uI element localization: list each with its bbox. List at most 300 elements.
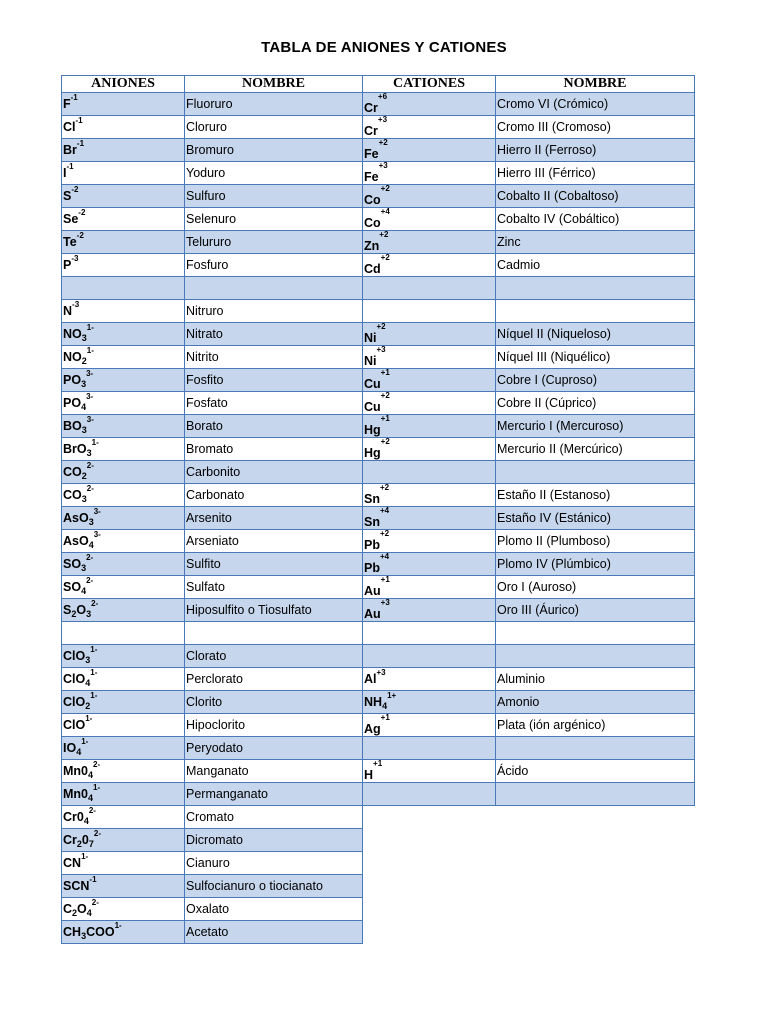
formula-symbol: AsO — [63, 534, 89, 548]
anion-name: Fluoruro — [185, 93, 363, 116]
anion-cell — [62, 277, 185, 300]
cation-cell — [363, 415, 496, 438]
anion-formula — [63, 553, 94, 573]
formula-symbol: CH — [63, 925, 82, 939]
cation-name: Ácido — [496, 760, 695, 783]
formula-subscript: 4 — [81, 402, 87, 412]
formula-charge: +1 — [380, 368, 390, 377]
anion-formula — [63, 139, 85, 157]
cation-cell — [363, 668, 496, 691]
anion-formula — [63, 829, 102, 849]
formula-symbol: Mn0 — [63, 764, 88, 778]
cation-name: Cromo III (Cromoso) — [496, 116, 695, 139]
formula-charge: 3- — [86, 369, 94, 378]
cation-cell — [363, 93, 496, 116]
formula-charge: 1- — [90, 645, 98, 654]
anion-cell — [62, 576, 185, 599]
anion-formula — [63, 875, 97, 893]
table-row — [62, 484, 695, 507]
formula-symbol: ClO — [63, 695, 86, 709]
formula-subscript: 4 — [86, 908, 92, 918]
cation-name: Cobre I (Cuproso) — [496, 369, 695, 392]
formula-charge: 1- — [86, 346, 94, 355]
formula-charge: -2 — [78, 208, 86, 217]
formula-subscript: 3 — [85, 655, 91, 665]
formula-subscript: 2 — [72, 908, 78, 918]
empty-cell — [496, 806, 695, 829]
formula-symbol: Fe — [364, 146, 379, 161]
anion-name: Sulfocianuro o tiocianato — [185, 875, 363, 898]
formula-charge: 1- — [114, 921, 122, 930]
cation-cell — [363, 277, 496, 300]
formula-charge: +2 — [376, 322, 386, 331]
formula-charge: 3- — [86, 415, 94, 424]
anion-name: Clorato — [185, 645, 363, 668]
formula-charge: +6 — [377, 92, 388, 101]
cation-cell — [363, 530, 496, 553]
anion-name: Telururo — [185, 231, 363, 254]
table-row — [62, 691, 695, 714]
formula-subscript: 3 — [81, 333, 87, 343]
table-row — [62, 300, 695, 323]
cation-cell — [363, 484, 496, 507]
cation-formula — [364, 391, 390, 414]
anion-name: Fosfito — [185, 369, 363, 392]
formula-charge: -2 — [76, 231, 84, 240]
formula-charge: 1- — [81, 852, 89, 861]
formula-charge: 2- — [93, 760, 101, 769]
formula-symbol: Cr — [63, 833, 77, 847]
cation-formula — [364, 207, 390, 230]
formula-symbol: Fe — [364, 169, 379, 184]
formula-symbol: Mn0 — [63, 787, 88, 801]
anion-formula — [63, 346, 94, 366]
formula-symbol: Br — [63, 143, 77, 157]
anion-formula — [63, 921, 122, 941]
anion-name: Cianuro — [185, 852, 363, 875]
anion-formula — [63, 576, 94, 596]
anion-formula — [63, 116, 83, 134]
formula-symbol: Hg — [364, 422, 381, 437]
anion-cell — [62, 668, 185, 691]
empty-cell — [363, 898, 496, 921]
cation-cell — [363, 691, 496, 714]
anion-formula — [63, 415, 94, 435]
table-row — [62, 208, 695, 231]
cation-name: Hierro II (Ferroso) — [496, 139, 695, 162]
anion-name: Manganato — [185, 760, 363, 783]
cation-cell — [363, 392, 496, 415]
formula-subscript: 4 — [83, 816, 89, 826]
anion-cell — [62, 116, 185, 139]
anion-formula — [63, 691, 98, 711]
formula-charge: 2- — [86, 461, 94, 470]
formula-symbol: Cu — [364, 376, 381, 391]
formula-subscript: 4 — [81, 586, 87, 596]
anion-cell — [62, 369, 185, 392]
anion-cell — [62, 691, 185, 714]
cation-name: Mercurio I (Mercuroso) — [496, 415, 695, 438]
cation-cell — [363, 254, 496, 277]
formula-charge: 2- — [86, 484, 94, 493]
anion-formula — [63, 599, 99, 619]
formula-symbol: I — [63, 166, 67, 180]
anion-cell — [62, 392, 185, 415]
anion-name: Arsenito — [185, 507, 363, 530]
anion-formula — [63, 231, 84, 249]
table-row — [62, 806, 695, 829]
cation-cell — [363, 507, 496, 530]
anion-name: Bromato — [185, 438, 363, 461]
anion-formula — [63, 185, 79, 203]
formula-symbol: N — [63, 304, 73, 318]
anion-formula — [63, 645, 98, 665]
table-row — [62, 323, 695, 346]
formula-charge: 1- — [81, 737, 89, 746]
table-row — [62, 898, 695, 921]
formula-charge: 2- — [86, 553, 94, 562]
formula-charge: -3 — [71, 254, 79, 263]
formula-charge: +1 — [373, 759, 383, 768]
formula-symbol: Zn — [364, 238, 380, 253]
formula-charge: 2- — [88, 806, 96, 815]
anion-name — [185, 622, 363, 645]
formula-symbol: Au — [364, 583, 381, 598]
cation-cell — [363, 461, 496, 484]
anion-formula — [63, 300, 80, 318]
anion-formula — [63, 783, 101, 803]
table-row — [62, 645, 695, 668]
table-row — [62, 369, 695, 392]
table-row — [62, 760, 695, 783]
cation-name — [496, 277, 695, 300]
anion-name: Peryodato — [185, 737, 363, 760]
anion-cell — [62, 806, 185, 829]
anion-name: Carbonato — [185, 484, 363, 507]
anion-formula — [63, 898, 99, 918]
table-row — [62, 392, 695, 415]
empty-cell — [496, 829, 695, 852]
anion-formula — [63, 93, 78, 111]
anion-cell — [62, 852, 185, 875]
anion-cell — [62, 599, 185, 622]
header-aniones: ANIONES — [62, 76, 185, 93]
anion-cell — [62, 829, 185, 852]
cation-name: Cobalto II (Cobaltoso) — [496, 185, 695, 208]
cation-name: Níquel III (Niquélico) — [496, 346, 695, 369]
formula-symbol: Cl — [63, 120, 76, 134]
empty-cell — [363, 829, 496, 852]
anion-cell — [62, 162, 185, 185]
table-row — [62, 921, 695, 944]
cation-cell — [363, 622, 496, 645]
formula-charge: 1- — [86, 323, 94, 332]
table-row — [62, 875, 695, 898]
anion-formula — [63, 254, 79, 272]
formula-charge: -1 — [75, 116, 83, 125]
anion-cell — [62, 875, 185, 898]
formula-subscript: 2 — [81, 471, 87, 481]
cation-formula — [364, 483, 390, 506]
table-row — [62, 852, 695, 875]
formula-subscript: 3 — [81, 931, 87, 941]
cation-cell — [363, 231, 496, 254]
formula-symbol: Co — [364, 215, 381, 230]
cation-cell — [363, 553, 496, 576]
cation-formula — [364, 322, 386, 345]
cation-cell — [363, 346, 496, 369]
anion-name: Borato — [185, 415, 363, 438]
formula-charge: +2 — [378, 138, 388, 147]
table-row — [62, 254, 695, 277]
cation-cell — [363, 162, 496, 185]
empty-cell — [363, 921, 496, 944]
formula-charge: +3 — [376, 345, 386, 354]
formula-symbol: IO — [63, 741, 77, 755]
anion-name: Fosfuro — [185, 254, 363, 277]
anion-name: Sulfuro — [185, 185, 363, 208]
cation-formula — [364, 138, 388, 161]
formula-subscript: 3 — [86, 609, 92, 619]
formula-charge: +2 — [379, 230, 389, 239]
anion-cell — [62, 438, 185, 461]
table-row — [62, 231, 695, 254]
table-row — [62, 622, 695, 645]
page-title: TABLA DE ANIONES Y CATIONES — [261, 39, 507, 56]
formula-symbol: Cd — [364, 261, 381, 276]
formula-symbol: NH — [364, 695, 383, 709]
anion-name: Hipoclorito — [185, 714, 363, 737]
cation-cell — [363, 783, 496, 806]
table-row — [62, 346, 695, 369]
formula-subscript: 3 — [88, 517, 94, 527]
anion-cell — [62, 185, 185, 208]
anion-formula — [63, 852, 89, 870]
formula-symbol: Pb — [364, 560, 380, 575]
cation-cell — [363, 438, 496, 461]
table-row — [62, 277, 695, 300]
anion-name: Arseniato — [185, 530, 363, 553]
cation-formula — [364, 368, 390, 391]
anion-cell — [62, 507, 185, 530]
cation-cell — [363, 116, 496, 139]
formula-symbol: SO — [63, 557, 82, 571]
formula-subscript: 4 — [85, 678, 91, 688]
formula-subscript: 4 — [76, 747, 82, 757]
anion-name: Dicromato — [185, 829, 363, 852]
anion-formula — [63, 438, 99, 458]
anion-cell — [62, 553, 185, 576]
cation-name — [496, 737, 695, 760]
formula-symbol: S — [63, 603, 72, 617]
cation-cell — [363, 323, 496, 346]
anion-name: Clorito — [185, 691, 363, 714]
cation-name — [496, 645, 695, 668]
cation-name: Aluminio — [496, 668, 695, 691]
formula-charge: +4 — [379, 506, 390, 515]
table-row — [62, 829, 695, 852]
anion-cell — [62, 783, 185, 806]
cation-cell — [363, 599, 496, 622]
formula-charge: +4 — [379, 552, 390, 561]
table-row — [62, 530, 695, 553]
anion-cell — [62, 300, 185, 323]
table-row — [62, 737, 695, 760]
formula-symbol: P — [63, 258, 72, 272]
table-row — [62, 162, 695, 185]
cation-cell — [363, 760, 496, 783]
anion-cell — [62, 530, 185, 553]
formula-symbol: ClO — [63, 718, 86, 732]
cation-name: Cadmio — [496, 254, 695, 277]
anion-cell — [62, 484, 185, 507]
formula-charge: +4 — [380, 207, 390, 216]
formula-symbol: SO — [63, 580, 82, 594]
formula-symbol: F — [63, 97, 71, 111]
cation-name — [496, 300, 695, 323]
formula-subscript: 4 — [88, 770, 94, 780]
cation-name: Mercurio II (Mercúrico) — [496, 438, 695, 461]
empty-cell — [496, 852, 695, 875]
cation-name: Estaño II (Estanoso) — [496, 484, 695, 507]
table-row — [62, 93, 695, 116]
table-row — [62, 415, 695, 438]
anion-cell — [62, 231, 185, 254]
formula-charge: 2- — [93, 829, 102, 838]
formula-symbol: Au — [364, 606, 381, 621]
anion-formula — [63, 461, 94, 481]
anion-formula — [63, 323, 94, 343]
formula-charge: +3 — [377, 115, 388, 124]
table-row — [62, 116, 695, 139]
formula-symbol: Al — [364, 672, 377, 686]
formula-subscript: 3 — [81, 494, 87, 504]
anion-formula — [63, 208, 86, 226]
formula-subscript: 4 — [88, 793, 94, 803]
formula-subscript: 2 — [76, 839, 82, 849]
anion-name: Cromato — [185, 806, 363, 829]
formula-subscript: 2 — [85, 701, 91, 711]
table-row — [62, 576, 695, 599]
formula-symbol: SCN — [63, 879, 90, 893]
cation-name: Cromo VI (Crómico) — [496, 93, 695, 116]
cation-name: Zinc — [496, 231, 695, 254]
anion-cell — [62, 760, 185, 783]
cation-name: Cobre II (Cúprico) — [496, 392, 695, 415]
cation-formula — [364, 598, 390, 621]
formula-symbol: Ni — [364, 353, 377, 368]
formula-symbol: Cr0 — [63, 810, 84, 824]
header-row — [62, 76, 695, 93]
anion-formula — [63, 714, 93, 732]
formula-charge: +1 — [380, 713, 390, 722]
anion-cell — [62, 921, 185, 944]
formula-subscript: 3 — [81, 425, 87, 435]
cation-name: Oro III (Áurico) — [496, 599, 695, 622]
cation-name: Estaño IV (Estánico) — [496, 507, 695, 530]
formula-charge: +3 — [380, 598, 390, 607]
formula-charge: 3- — [86, 392, 94, 401]
cation-formula — [364, 552, 390, 575]
anion-cell — [62, 737, 185, 760]
anion-formula — [63, 737, 89, 757]
cation-name: Cobalto IV (Cobáltico) — [496, 208, 695, 231]
cation-name — [496, 461, 695, 484]
anion-cell — [62, 714, 185, 737]
formula-charge: +2 — [379, 483, 390, 492]
formula-charge: +1 — [380, 414, 390, 423]
cation-cell — [363, 300, 496, 323]
formula-symbol: NO — [63, 350, 82, 364]
formula-symbol: BrO — [63, 442, 87, 456]
cation-formula — [364, 345, 386, 368]
formula-symbol: Co — [364, 192, 381, 207]
formula-subscript: 2 — [81, 356, 87, 366]
formula-symbol: Pb — [364, 537, 380, 552]
anion-name: Sulfato — [185, 576, 363, 599]
anion-formula — [63, 484, 94, 504]
formula-symbol: Sn — [364, 514, 380, 529]
cation-formula — [364, 529, 390, 552]
anion-cell — [62, 346, 185, 369]
anion-cell — [62, 898, 185, 921]
formula-symbol: Cr — [364, 123, 378, 138]
header-cationes: CATIONES — [363, 76, 496, 93]
formula-charge: +2 — [380, 437, 390, 446]
anion-name: Sulfito — [185, 553, 363, 576]
anion-cell — [62, 622, 185, 645]
anion-name: Selenuro — [185, 208, 363, 231]
formula-subscript: 7 — [88, 839, 94, 849]
cation-formula — [364, 414, 390, 437]
formula-subscript: 3 — [86, 448, 92, 458]
formula-charge: +2 — [379, 529, 390, 538]
formula-charge: +2 — [380, 391, 390, 400]
formula-charge: -3 — [72, 300, 80, 309]
cation-formula — [364, 759, 383, 782]
anion-name — [185, 277, 363, 300]
table-row — [62, 599, 695, 622]
cation-cell — [363, 139, 496, 162]
anion-formula — [63, 530, 101, 550]
formula-subscript: 2 — [71, 609, 77, 619]
formula-symbol: Ni — [364, 330, 377, 345]
formula-charge: +1 — [380, 575, 390, 584]
formula-charge: 2- — [86, 576, 94, 585]
cation-formula — [364, 115, 388, 138]
formula-charge: 1+ — [387, 691, 397, 700]
header-nombre-anion: NOMBRE — [185, 76, 363, 93]
formula-symbol: CO — [63, 488, 82, 502]
table-row — [62, 438, 695, 461]
formula-symbol: PO — [63, 396, 82, 410]
anion-name: Hiposulfito o Tiosulfato — [185, 599, 363, 622]
table-row — [62, 461, 695, 484]
formula-charge: -1 — [89, 875, 97, 884]
table-row — [62, 668, 695, 691]
formula-charge: -1 — [76, 139, 85, 148]
cation-name: Oro I (Auroso) — [496, 576, 695, 599]
empty-cell — [363, 852, 496, 875]
cation-formula — [364, 230, 389, 253]
formula-charge: 2- — [91, 898, 99, 907]
formula-charge: 3- — [93, 507, 101, 516]
cation-formula — [364, 713, 390, 736]
cation-name — [496, 783, 695, 806]
formula-charge: -1 — [70, 93, 78, 102]
formula-charge: 3- — [93, 530, 101, 539]
table-row — [62, 783, 695, 806]
